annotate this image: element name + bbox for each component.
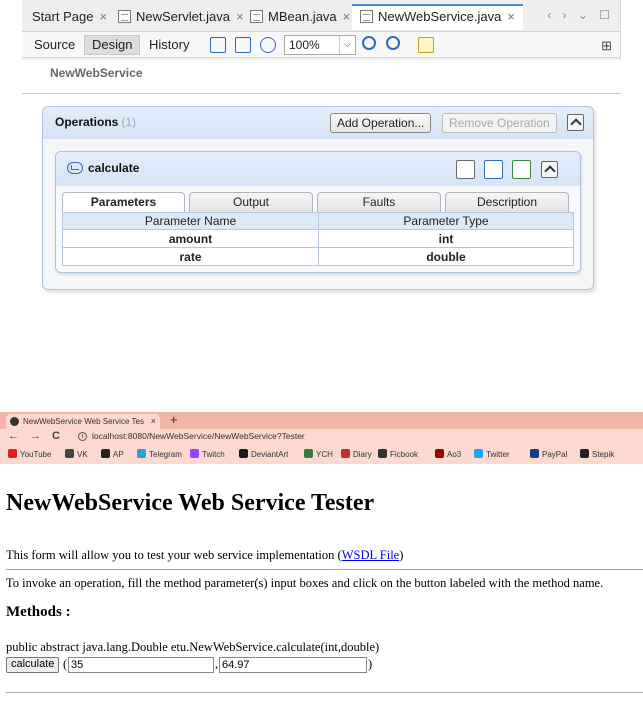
close-paren: )	[368, 657, 373, 671]
bookmark-icon	[239, 449, 248, 458]
operation-header	[56, 152, 580, 186]
bookmark-label: Diary	[353, 450, 372, 459]
editor-toolbar	[22, 32, 620, 58]
tab-parameters[interactable]: Parameters	[62, 192, 185, 213]
chevron-down-icon[interactable]: ⌵	[339, 36, 355, 54]
java-file-icon	[118, 10, 131, 23]
calculate-button[interactable]: calculate	[6, 657, 59, 673]
bookmark-label: Twitch	[202, 450, 225, 459]
move-icon[interactable]	[260, 37, 276, 53]
divider	[22, 93, 621, 94]
zoom-in-icon[interactable]	[362, 36, 376, 50]
intro-close: )	[399, 548, 404, 562]
browser-tab-title: NewWebService Web Service Tes	[23, 417, 144, 426]
operations-panel	[42, 106, 594, 290]
parameter-name-cell[interactable]: rate	[63, 248, 319, 266]
globe-icon	[10, 417, 19, 426]
design-canvas	[22, 60, 621, 310]
edit-operation-icon[interactable]	[512, 160, 531, 179]
operation-panel-calculate	[55, 151, 581, 273]
close-icon[interactable]: ×	[150, 416, 156, 426]
browser-tab[interactable]	[6, 414, 160, 429]
table-row[interactable]	[63, 248, 574, 266]
bookmark-icon	[65, 449, 74, 458]
close-icon[interactable]: ×	[342, 9, 351, 24]
tab-newservlet[interactable]	[118, 6, 244, 32]
bookmark-icon	[137, 449, 146, 458]
collapse-operations-icon[interactable]	[567, 114, 584, 131]
add-parameter-icon[interactable]	[484, 160, 503, 179]
open-paren: (	[63, 657, 68, 671]
info-icon[interactable]: i	[78, 432, 87, 441]
grid-icon[interactable]: ⊞	[601, 38, 612, 53]
parameters-table	[62, 212, 574, 266]
bookmark-item[interactable]	[435, 449, 461, 459]
bookmark-item[interactable]	[190, 449, 225, 459]
comma: ,	[215, 657, 219, 671]
bookmark-label: DeviantArt	[251, 450, 289, 459]
close-icon[interactable]: ×	[99, 9, 108, 24]
comment-icon[interactable]	[418, 37, 434, 53]
tab-start-page[interactable]	[32, 6, 107, 32]
bookmark-icon	[341, 449, 350, 458]
zoom-out-icon[interactable]	[386, 36, 400, 50]
reload-icon[interactable]: C	[52, 430, 60, 442]
bookmark-item[interactable]	[8, 449, 51, 459]
bookmark-icon	[8, 449, 17, 458]
back-icon[interactable]: ←	[8, 430, 19, 442]
tab-output[interactable]: Output	[189, 192, 313, 212]
tab-faults[interactable]: Faults	[317, 192, 441, 212]
browser-window	[0, 412, 643, 707]
column-header-type: Parameter Type	[319, 213, 574, 230]
bookmark-item[interactable]	[101, 449, 124, 459]
table-row[interactable]	[63, 230, 574, 248]
close-icon[interactable]: ×	[235, 9, 244, 24]
instructions-text: To invoke an operation, fill the method parameter(s) input boxes and click on the button labeled with the method name.	[6, 576, 604, 590]
bookmark-icon	[190, 449, 199, 458]
tab-label: NewServlet.java	[136, 9, 230, 24]
add-operation-button[interactable]: Add Operation...	[330, 113, 431, 133]
bookmark-item[interactable]	[530, 449, 567, 459]
column-header-name: Parameter Name	[63, 213, 319, 230]
browser-nav-bar	[0, 429, 643, 446]
bookmark-item[interactable]	[474, 449, 510, 459]
ide-window	[22, 0, 621, 310]
bookmark-item[interactable]	[137, 449, 182, 459]
bookmark-icon	[530, 449, 539, 458]
java-file-icon	[250, 10, 263, 23]
design-button[interactable]: Design	[84, 35, 140, 55]
operations-title	[55, 115, 136, 129]
remove-operation-button[interactable]: Remove Operation	[442, 113, 557, 133]
tab-label: MBean.java	[268, 9, 337, 24]
methods-heading: Methods :	[6, 604, 71, 620]
tab-label: NewWebService.java	[378, 9, 502, 24]
intro-paragraph	[6, 548, 403, 563]
operation-icon	[67, 162, 83, 174]
history-button[interactable]: History	[149, 37, 190, 52]
bookmark-label: YCH	[316, 450, 333, 459]
address-bar[interactable]: localhost:8080/NewWebService/NewWebService?Tester	[92, 431, 305, 441]
wsdl-file-link[interactable]: WSDL File	[341, 548, 400, 562]
bookmark-icon	[435, 449, 444, 458]
table-header-row	[63, 213, 574, 230]
source-button[interactable]: Source	[34, 37, 76, 52]
bookmark-item[interactable]	[341, 449, 372, 459]
bookmark-label: Telegram	[149, 450, 182, 459]
collapse-operation-icon[interactable]	[541, 161, 558, 178]
divider	[6, 569, 643, 570]
bookmark-icon	[580, 449, 589, 458]
close-icon[interactable]: ×	[507, 9, 515, 24]
operation-name: calculate	[88, 161, 140, 175]
bookmark-label: YouTube	[20, 450, 52, 459]
tab-label: Start Page	[32, 9, 94, 24]
parameter-type-cell[interactable]: int	[319, 230, 574, 248]
bookmarks-bar	[0, 446, 643, 464]
fit-width-icon[interactable]	[235, 37, 251, 53]
tab-description[interactable]: Description	[445, 192, 569, 212]
bookmark-icon	[101, 449, 110, 458]
operations-count: (1)	[121, 115, 137, 129]
tab-newwebservice[interactable]	[352, 4, 523, 30]
bookmark-item[interactable]	[239, 449, 288, 459]
document-icon[interactable]	[456, 160, 475, 179]
bookmark-icon	[378, 449, 387, 458]
bookmark-icon	[304, 449, 313, 458]
bookmark-label: PayPal	[542, 450, 568, 459]
bookmark-item[interactable]	[378, 449, 418, 459]
bookmark-label: Ao3	[447, 450, 462, 459]
tab-mbean[interactable]	[250, 6, 350, 32]
zoom-value: 100%	[289, 38, 320, 52]
bookmark-label: Twitter	[486, 450, 510, 459]
intro-text: This form will allow you to test your web service implementation (	[6, 548, 342, 562]
bookmark-item[interactable]	[304, 449, 333, 459]
amount-input[interactable]: 35	[68, 657, 214, 673]
browser-tab-bar	[0, 412, 643, 429]
bookmark-item[interactable]	[65, 449, 88, 459]
method-signature: public abstract java.lang.Double etu.NewWebService.calculate(int,double)	[6, 640, 380, 654]
parameter-type-cell[interactable]: double	[319, 248, 574, 266]
fit-all-icon[interactable]	[210, 37, 226, 53]
new-tab-button[interactable]: +	[170, 412, 178, 427]
bookmark-label: VK	[77, 450, 88, 459]
operations-label: Operations	[55, 115, 119, 129]
parameter-name-cell[interactable]: amount	[63, 230, 319, 248]
bookmark-label: Stepik	[592, 450, 615, 459]
bookmark-label: AP	[113, 450, 124, 459]
rate-input[interactable]: 64.97	[219, 657, 367, 673]
editor-tab-bar	[22, 0, 620, 32]
tab-navigation-icons[interactable]: ‹ › ⌄ ☐	[547, 8, 614, 22]
divider	[6, 692, 643, 693]
page-title: NewWebService Web Service Tester	[6, 490, 375, 516]
operation-tabs	[62, 192, 574, 212]
operations-header	[43, 107, 593, 139]
bookmark-item[interactable]	[580, 449, 614, 459]
service-title: NewWebService	[50, 66, 143, 80]
bookmark-label: Ficbook	[390, 450, 419, 459]
forward-icon[interactable]: →	[30, 430, 41, 442]
bookmark-icon	[474, 449, 483, 458]
java-file-icon	[360, 10, 373, 23]
zoom-select[interactable]	[284, 35, 356, 55]
